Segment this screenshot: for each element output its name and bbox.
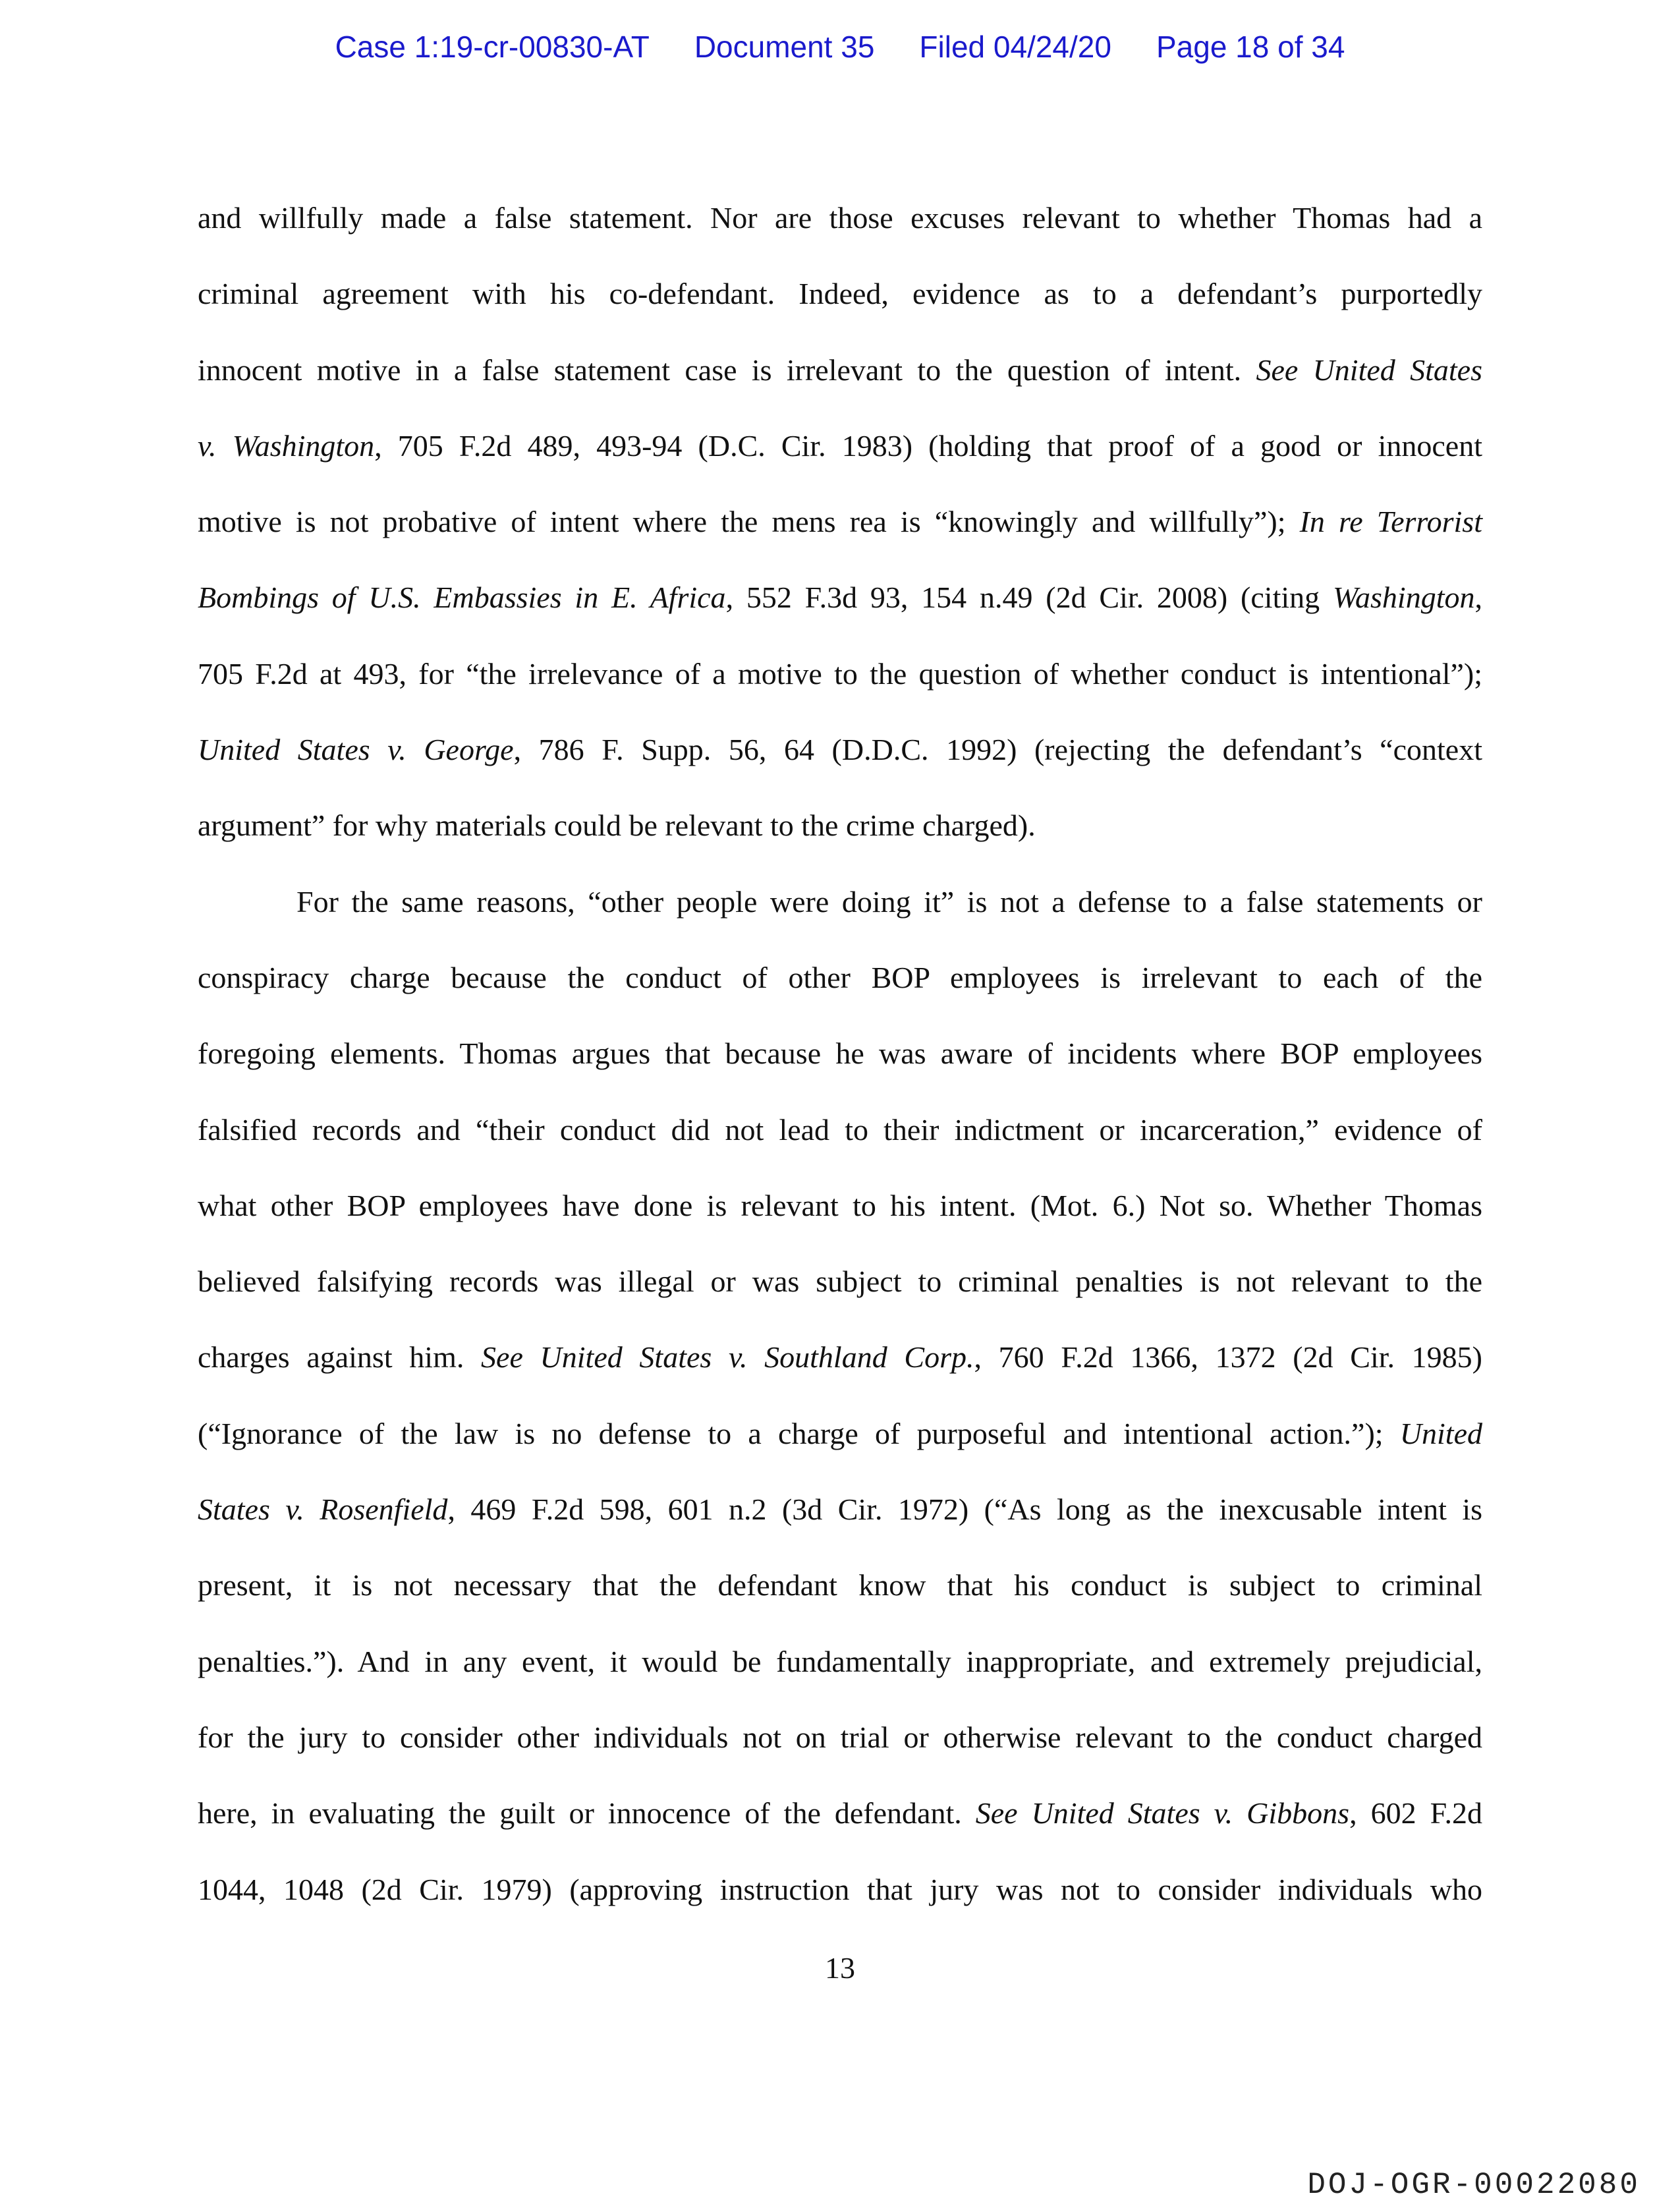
page-number: 13	[825, 1951, 855, 1985]
text-line: For the same reasons, “other people were doing it” is not a defense to a false statements or	[296, 884, 1482, 919]
case-citation: United States v. George	[198, 733, 514, 767]
text-line: 1044, 1048 (2d Cir. 1979) (approving instruction that jury was not to consider individuals who	[198, 1872, 1482, 1906]
text-line: motive is not probative of intent where the mens rea is “knowingly and willfully”); In re Terrorist	[198, 505, 1482, 539]
text-line: United States v. George, 786 F. Supp. 56, 64 (D.D.C. 1992) (rejecting the defendant’s “context	[198, 733, 1482, 767]
bates-stamp: DOJ-OGR-00022080	[1307, 2168, 1640, 2202]
document-body	[198, 195, 1482, 1943]
text-line: argument” for why materials could be relevant to the crime charged).	[198, 808, 1036, 843]
page-of-total: Page 18 of 34	[1156, 30, 1345, 64]
text-line: penalties.”). And in any event, it would be fundamentally inappropriate, and extremely prejudicial,	[198, 1644, 1482, 1678]
text-line: Bombings of U.S. Embassies in E. Africa, 552 F.3d 93, 154 n.49 (2d Cir. 2008) (citing Washington,	[198, 581, 1482, 615]
document-number: Document 35	[694, 30, 875, 64]
text-line: present, it is not necessary that the defendant know that his conduct is subject to criminal	[198, 1568, 1482, 1602]
text-line: falsified records and “their conduct did not lead to their indictment or incarceration,” evidence of	[198, 1112, 1482, 1147]
case-citation: See United States	[1256, 353, 1482, 387]
case-citation: See United States v. Gibbons	[975, 1796, 1350, 1830]
case-citation: Bombings of U.S. Embassies in E. Africa	[198, 581, 726, 615]
text-line: and willfully made a false statement. Nor are those excuses relevant to whether Thomas had a	[198, 201, 1482, 235]
case-citation: United	[1399, 1416, 1482, 1450]
text-line: 705 F.2d at 493, for “the irrelevance of a motive to the question of whether conduct is intentional”);	[198, 656, 1482, 691]
filed-date: Filed 04/24/20	[919, 30, 1111, 64]
text-line: believed falsifying records was illegal or was subject to criminal penalties is not relevant to the	[198, 1264, 1482, 1299]
case-citation: See United States v. Southland Corp.	[481, 1340, 974, 1375]
text-line: States v. Rosenfield, 469 F.2d 598, 601 n.2 (3d Cir. 1972) (“As long as the inexcusable intent is	[198, 1492, 1482, 1527]
text-line: foregoing elements. Thomas argues that because he was aware of incidents where BOP employees	[198, 1036, 1482, 1071]
text-line: here, in evaluating the guilt or innocence of the defendant. See United States v. Gibbons, 602 F.2d	[198, 1796, 1482, 1830]
text-line: criminal agreement with his co-defendant. Indeed, evidence as to a defendant’s purportedly	[198, 277, 1482, 311]
ecf-header	[0, 29, 1680, 65]
case-citation: In re Terrorist	[1299, 505, 1482, 539]
text-line: charges against him. See United States v. Southland Corp., 760 F.2d 1366, 1372 (2d Cir. 1985)	[198, 1340, 1483, 1375]
text-line: conspiracy charge because the conduct of other BOP employees is irrelevant to each of the	[198, 960, 1482, 994]
case-citation: Washington	[1332, 581, 1475, 615]
case-number: Case 1:19-cr-00830-AT	[335, 30, 650, 64]
text-line: v. Washington, 705 F.2d 489, 493-94 (D.C. Cir. 1983) (holding that proof of a good or innocent	[198, 428, 1482, 463]
text-line: innocent motive in a false statement case is irrelevant to the question of intent. See United States	[198, 353, 1482, 387]
text-line: what other BOP employees have done is relevant to his intent. (Mot. 6.) Not so. Whether Thomas	[198, 1188, 1482, 1222]
case-citation: v. Washington	[198, 428, 375, 463]
case-citation: States v. Rosenfield	[198, 1492, 448, 1527]
text-line: for the jury to consider other individuals not on trial or otherwise relevant to the conduct charged	[198, 1720, 1482, 1754]
text-line: (“Ignorance of the law is no defense to a charge of purposeful and intentional action.”); United	[198, 1416, 1482, 1450]
